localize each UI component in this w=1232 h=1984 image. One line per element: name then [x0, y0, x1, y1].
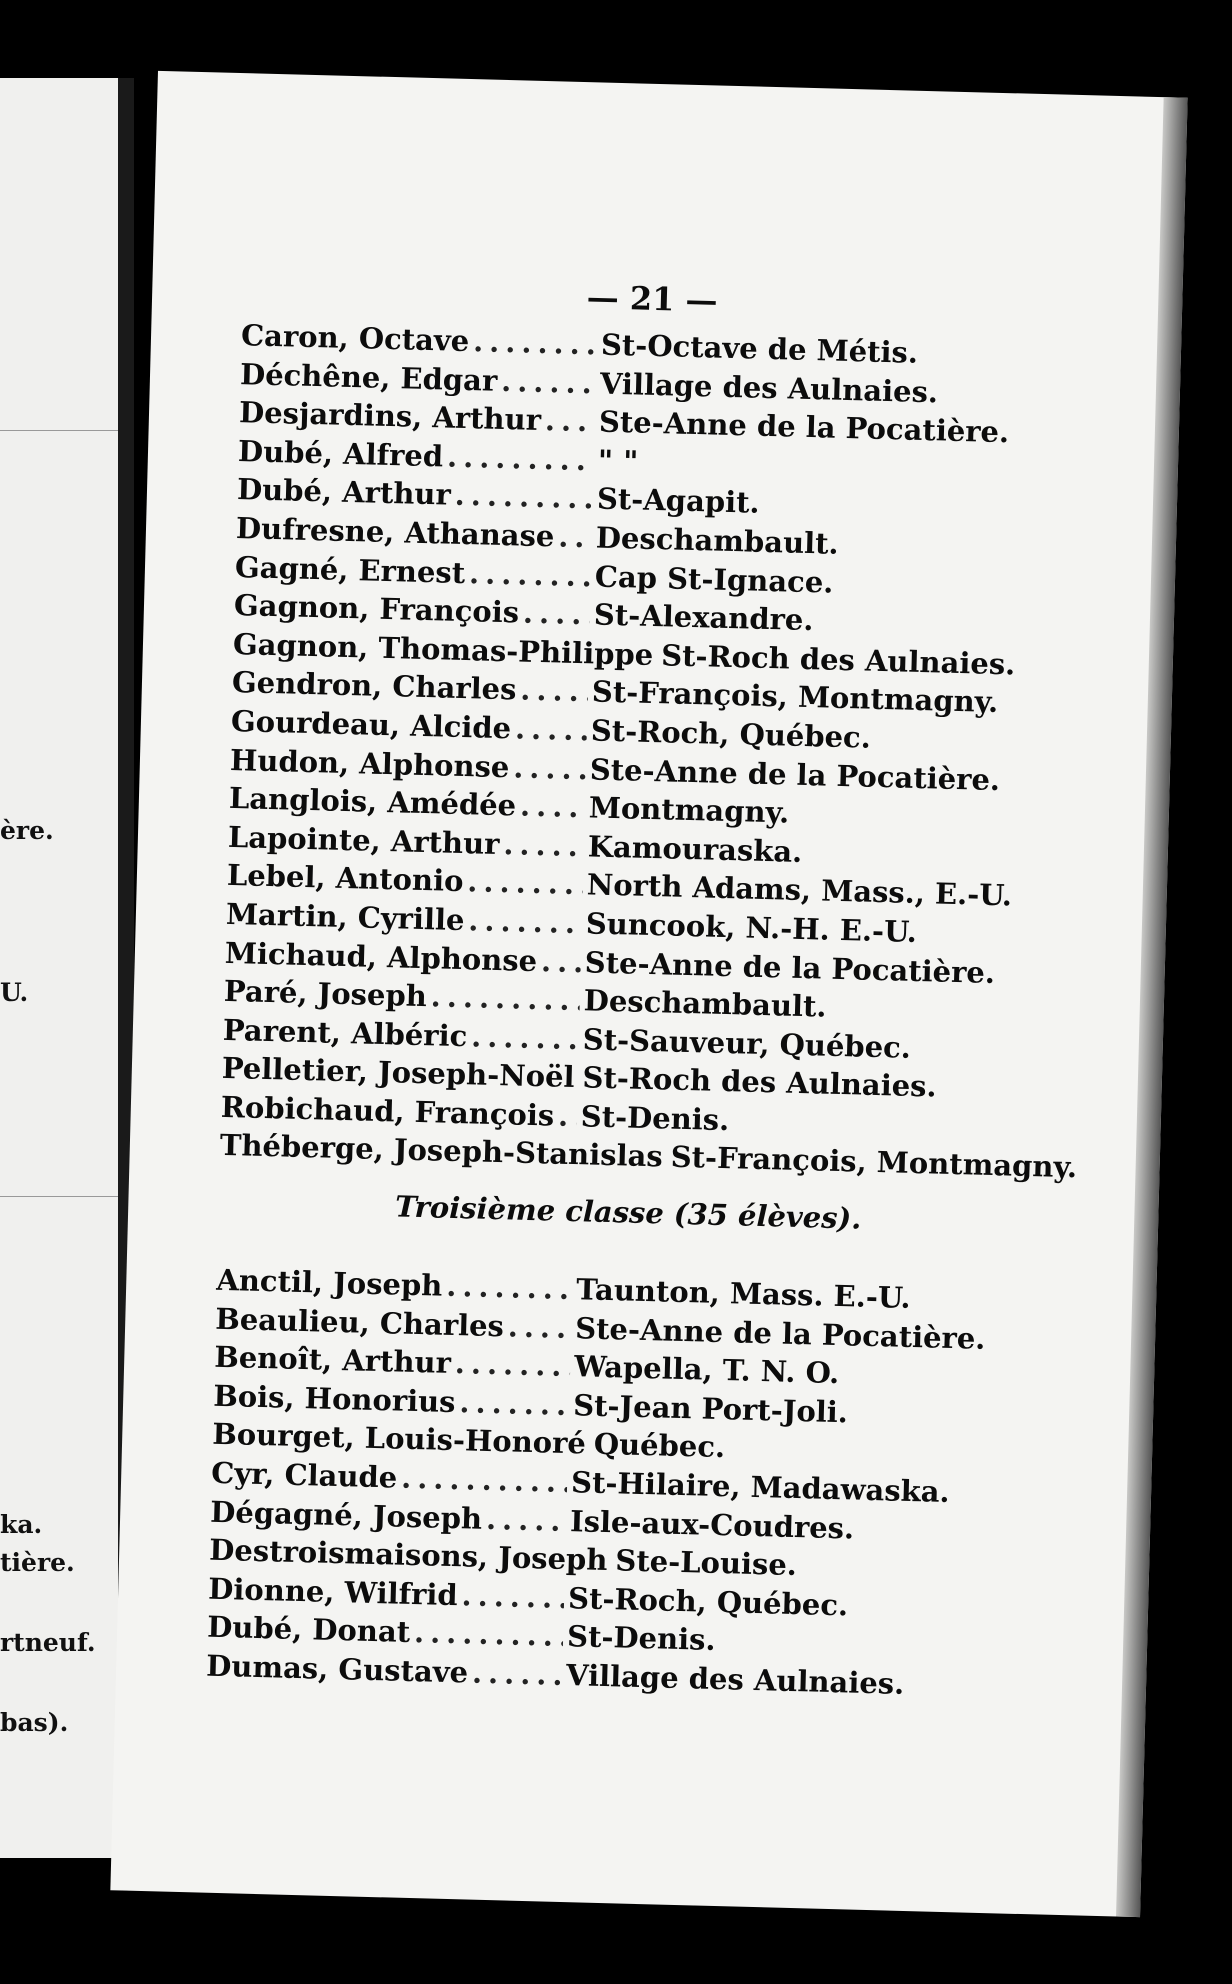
student-name: Langlois, Amédée — [228, 781, 517, 823]
student-name: Dionne, Wilfrid — [207, 1571, 459, 1612]
student-place: Cap St-Ignace. — [594, 559, 834, 600]
student-name: Martin, Cyrille — [225, 896, 465, 938]
student-name: Hudon, Alphonse — [229, 742, 510, 784]
dot-leader — [454, 478, 593, 516]
dot-leader — [589, 1427, 590, 1461]
dot-leader — [430, 979, 580, 1017]
student-name: Dégagné, Joseph — [209, 1494, 483, 1536]
student-name: Beaulieu, Charles — [214, 1301, 505, 1343]
dot-leader — [461, 1578, 564, 1615]
student-name: Lapointe, Arthur — [227, 819, 500, 861]
dot-leader — [468, 903, 582, 940]
dot-leader — [513, 750, 586, 786]
student-name: Gourdeau, Alcide — [230, 703, 512, 746]
dot-leader — [558, 519, 592, 554]
left-page-text: bas). — [0, 1708, 69, 1737]
dot-leader — [473, 324, 598, 361]
student-name: Benoît, Arthur — [213, 1339, 452, 1381]
student-place: St-Sauveur, Québec. — [582, 1021, 912, 1065]
student-place: Québec. — [593, 1427, 726, 1465]
dot-leader — [611, 1543, 612, 1577]
dot-leader — [454, 1346, 570, 1383]
dot-leader — [657, 638, 658, 672]
student-place: Isle-aux-Coudres. — [569, 1503, 855, 1546]
student-name: Anctil, Joseph — [215, 1262, 443, 1303]
student-place: Suncook, N.-H. E.-U. — [585, 906, 918, 949]
student-place: Taunton, Mass. E.-U. — [575, 1272, 912, 1315]
student-name: Gagnon, François — [233, 588, 520, 630]
student-name: Dumas, Gustave — [205, 1648, 469, 1690]
student-name: Théberge, Joseph-Stanislas — [219, 1128, 664, 1174]
student-name: Gagnon, Thomas-Philippe — [232, 626, 654, 672]
student-place: St-Jean Port-Joli. — [572, 1387, 849, 1430]
student-list-third-class — [206, 1263, 1017, 1708]
student-place: Ste-Anne de la Pocatière. — [589, 751, 1001, 797]
student-name: Déchêne, Edgar — [239, 356, 498, 398]
dot-leader — [501, 364, 597, 400]
page-edge-shadow — [1116, 97, 1188, 1917]
left-page-text: tière. — [0, 1548, 75, 1577]
book-page — [110, 71, 1187, 1917]
dot-leader — [507, 1309, 571, 1345]
student-place: " " — [597, 443, 639, 479]
student-place: St-François, Montmagny. — [591, 674, 999, 720]
dot-leader — [520, 789, 586, 825]
student-place: St-Hilaire, Madawaska. — [570, 1465, 951, 1510]
left-page-text: ère. — [0, 816, 54, 845]
dot-leader — [515, 711, 588, 747]
student-list-first — [219, 318, 1078, 1188]
student-name: Gagné, Ernest — [234, 549, 466, 590]
student-name: Paré, Joseph — [223, 973, 428, 1014]
student-place: St-Roch, Québec. — [567, 1580, 849, 1623]
dot-leader — [471, 1019, 579, 1056]
left-page-text: rtneuf. — [0, 1628, 96, 1657]
student-name: Pelletier, Joseph-Noël — [221, 1051, 575, 1095]
dot-leader — [401, 1461, 568, 1499]
left-page-rule — [0, 1196, 118, 1197]
left-page-text: U. — [0, 978, 29, 1007]
student-place: St-Roch des Aulnaies. — [660, 637, 1016, 682]
student-place: Montmagny. — [588, 790, 790, 830]
student-place: Ste-Anne de la Pocatière. — [598, 404, 1010, 450]
student-place: Ste-Anne de la Pocatière. — [584, 944, 996, 990]
dot-leader — [414, 1615, 564, 1653]
student-name: Caron, Octave — [240, 318, 470, 359]
dot-leader — [541, 944, 582, 979]
student-name: Bois, Honorius — [212, 1378, 456, 1419]
student-name: Cyr, Claude — [210, 1455, 398, 1495]
student-place: St-Alexandre. — [593, 597, 814, 638]
dot-leader — [447, 439, 595, 477]
student-place: St-Octave de Métis. — [600, 327, 919, 370]
page-number: — 21 — — [586, 278, 719, 320]
dot-leader — [578, 1060, 579, 1094]
student-name: Desjardins, Arthur — [238, 395, 542, 438]
left-page-text: ka. — [0, 1510, 43, 1539]
student-name: Destroismaisons, Joseph — [208, 1532, 608, 1578]
student-place: North Adams, Mass., E.-U. — [586, 867, 1013, 913]
dot-leader — [545, 403, 596, 438]
student-place: Wapella, T. N. O. — [573, 1349, 840, 1391]
dot-leader — [666, 1140, 667, 1174]
student-name: Parent, Albéric — [222, 1012, 468, 1053]
dot-leader — [486, 1501, 567, 1537]
student-name: Robichaud, François — [220, 1089, 555, 1133]
dot-leader — [503, 827, 584, 863]
student-place: Ste-Anne de la Pocatière. — [574, 1310, 986, 1356]
dot-leader — [446, 1269, 573, 1306]
student-name: Dubé, Donat — [206, 1610, 411, 1650]
student-place: St-Agapit. — [596, 481, 761, 521]
student-name: Lebel, Antonio — [226, 858, 464, 899]
student-place: St-Denis. — [566, 1619, 717, 1658]
left-page-rule — [0, 430, 118, 431]
student-name: Dubé, Arthur — [236, 472, 452, 513]
dot-leader — [459, 1385, 570, 1422]
student-name: Michaud, Alphonse — [224, 935, 538, 978]
dot-leader — [558, 1099, 577, 1133]
student-place: Village des Aulnaies. — [599, 366, 939, 409]
student-name: Bourget, Louis-Honoré — [211, 1417, 587, 1461]
student-name: Dufresne, Athanase — [235, 511, 555, 554]
student-name: Dubé, Alfred — [237, 433, 444, 474]
student-place: Ste-Louise. — [614, 1543, 798, 1583]
dot-leader — [467, 865, 583, 902]
student-place: Village des Aulnaies. — [565, 1658, 905, 1701]
section-title: Troisième classe (35 élèves). — [394, 1189, 862, 1236]
student-place: St-Roch des Aulnaies. — [582, 1060, 938, 1104]
student-place: St-François, Montmagny. — [670, 1140, 1078, 1185]
student-name: Gendron, Charles — [231, 665, 517, 707]
student-place: Kamouraska. — [587, 829, 803, 869]
student-place: St-Roch, Québec. — [590, 713, 872, 755]
student-place: Deschambault. — [583, 983, 827, 1024]
dot-leader — [469, 556, 592, 593]
student-place: St-Denis. — [580, 1099, 730, 1138]
dot-leader — [472, 1656, 563, 1692]
dot-leader — [523, 596, 591, 632]
student-place: Deschambault. — [595, 520, 840, 561]
dot-leader — [520, 673, 588, 709]
left-page-fragment — [0, 78, 118, 1858]
